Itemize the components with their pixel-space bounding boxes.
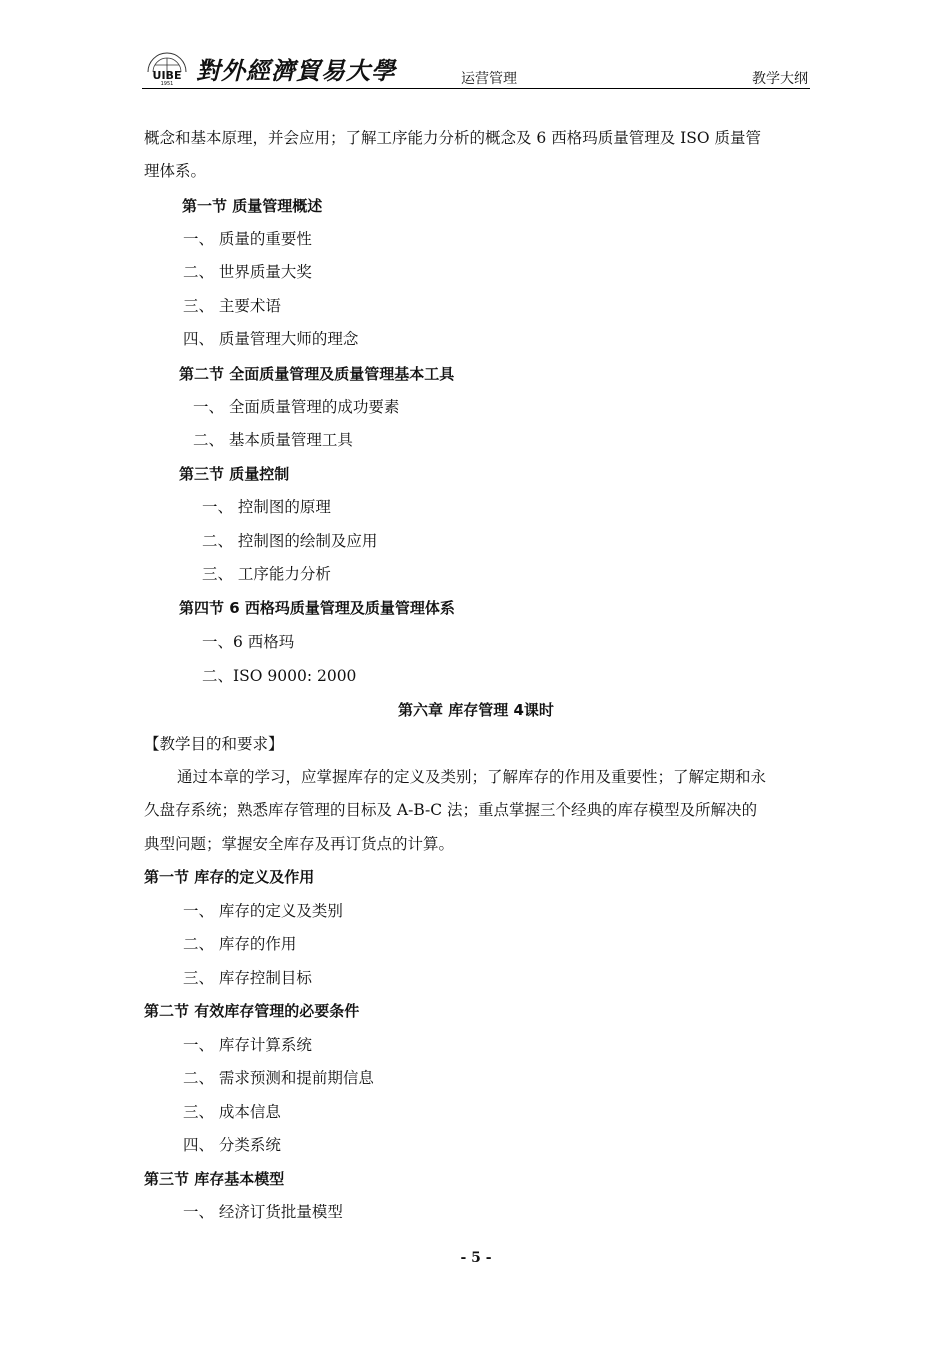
list-item: 二、ISO 9000: 2000 [202,667,357,685]
university-logo-icon [144,48,190,86]
body-text: 理体系。 [144,162,207,180]
list-item: 四、 质量管理大师的理念 [183,330,359,348]
page-header [142,48,810,89]
list-item: 一、 库存的定义及类别 [183,902,343,920]
body-text: 久盘存系统；熟悉库存管理的目标及 A-B-C 法；重点掌握三个经典的库存模型及所解决的 [144,801,758,819]
list-item: 二、 世界质量大奖 [183,263,312,281]
body-text: 概念和基本原理，并会应用；了解工序能力分析的概念及 6 西格玛质量管理及 ISO 质量管 [144,129,762,147]
list-item: 二、 库存的作用 [183,935,297,953]
logo-year: 1951 [160,81,174,86]
section-heading: 第三节 质量控制 [179,465,290,483]
list-item: 一、 全面质量管理的成功要素 [193,398,400,416]
list-item: 二、 需求预测和提前期信息 [183,1069,374,1087]
body-text: 典型问题；掌握安全库存及再订货点的计算。 [144,835,455,853]
section-heading: 第四节 6 西格玛质量管理及质量管理体系 [179,599,455,617]
university-name: 對外經濟貿易大學 [196,56,396,85]
list-item: 三、 库存控制目标 [183,969,312,987]
chapter-title: 第六章 库存管理 4课时 [398,701,554,719]
list-item: 二、 控制图的绘制及应用 [202,532,378,550]
list-item: 一、 经济订货批量模型 [183,1203,343,1221]
goal-heading: 【教学目的和要求】 [144,735,284,753]
page-number: - 5 - [460,1250,492,1266]
list-item: 二、 基本质量管理工具 [193,431,353,449]
section-heading: 第二节 全面质量管理及质量管理基本工具 [179,365,455,383]
header-doc-type: 教学大纲 [752,71,808,87]
section-heading: 第二节 有效库存管理的必要条件 [144,1002,360,1020]
section-heading: 第一节 库存的定义及作用 [144,868,315,886]
list-item: 一、 控制图的原理 [202,498,331,516]
header-course-title: 运营管理 [461,71,517,87]
list-item: 一、 质量的重要性 [183,230,312,248]
list-item: 一、6 西格玛 [202,633,295,651]
list-item: 四、 分类系统 [183,1136,281,1154]
section-heading: 第三节 库存基本模型 [144,1170,285,1188]
list-item: 三、 工序能力分析 [202,565,331,583]
logo-text: UIBE [152,69,182,82]
section-heading: 第一节 质量管理概述 [182,197,323,215]
list-item: 三、 成本信息 [183,1103,281,1121]
list-item: 一、 库存计算系统 [183,1036,312,1054]
list-item: 三、 主要术语 [183,297,281,315]
body-text: 通过本章的学习，应掌握库存的定义及类别；了解库存的作用及重要性；了解定期和永 [177,768,767,786]
